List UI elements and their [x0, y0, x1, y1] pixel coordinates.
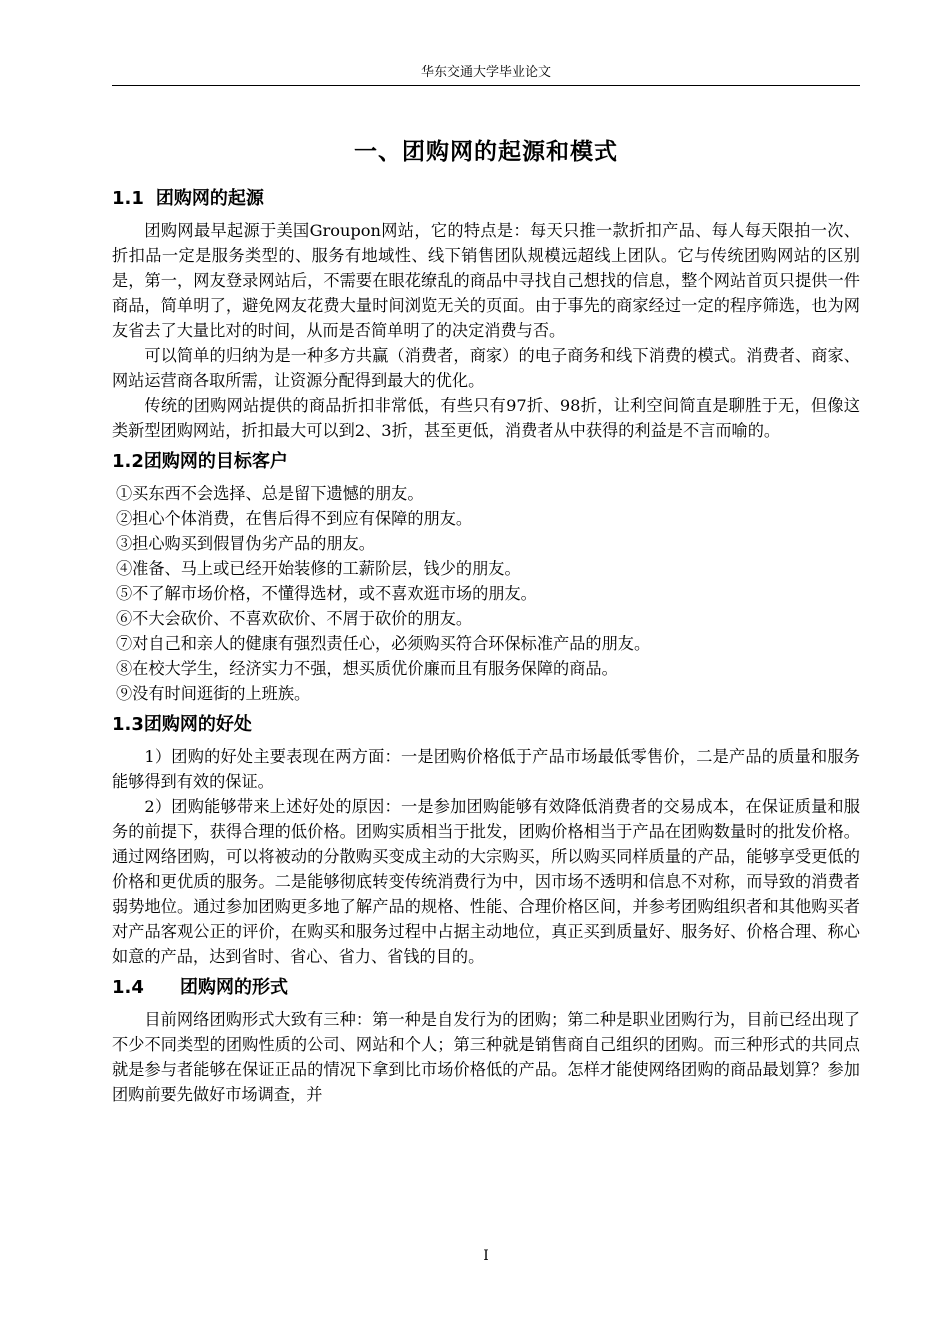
section-number: 1.3: [112, 714, 144, 735]
list-item: ⑧在校大学生，经济实力不强，想买质优价廉而且有服务保障的商品。: [116, 659, 618, 678]
list-item: ③担心购买到假冒伪劣产品的朋友。: [116, 534, 375, 553]
paragraph: 1）团购的好处主要表现在两方面：一是团购价格低于产品市场最低零售价，二是产品的质量和服务能够得到有效的保证。: [112, 747, 860, 791]
section-heading: [112, 186, 860, 212]
section-number: 1.1: [112, 188, 144, 209]
paragraph: 团购网最早起源于美国Groupon网站，它的特点是：每天只推一款折扣产品、每人每天限拍一次、折扣品一定是服务类型的、服务有地域性、线下销售团队规模远超线上团队。它与传统团购网站的区别是，第一，网友登录网站后，不需要在眼花缭乱的商品中寻找自己想找的信息，整个网站首页只提供一件商品，简单明了，避免网友花费大量时间浏览无关的页面。由于事先的商家经过一定的程序筛选，也为网友省去了大量比对的时间，从而是否简单明了的决定消费与否。: [112, 221, 860, 340]
section-forms: [112, 975, 860, 1107]
section-heading: [112, 712, 860, 738]
list-item: ④准备、马上或已经开始装修的工薪阶层，钱少的朋友。: [116, 559, 521, 578]
page-content: [112, 134, 860, 1107]
customer-list: [116, 481, 860, 706]
section-origin: [112, 186, 860, 443]
section-number: 1.2: [112, 451, 144, 472]
running-header: 华东交通大学毕业论文: [420, 65, 551, 80]
paragraph: 传统的团购网站提供的商品折扣非常低，有些只有97折、98折，让利空间简直是聊胜于无，但像这类新型团购网站，折扣最大可以到2、3折，甚至更低，消费者从中获得的利益是不言而喻的。: [112, 396, 860, 440]
paragraph: 目前网络团购形式大致有三种：第一种是自发行为的团购；第二种是职业团购行为，目前已经出现了不少不同类型的团购性质的公司、网站和个人；第三种就是销售商自己组织的团购。而三种形式的共同点就是参与者能够在保证正品的情况下拿到比市场价格低的产品。怎样才能使网络团购的商品最划算？参加团购前要先做好市场调查，并: [112, 1010, 860, 1104]
section-number: 1.4: [112, 977, 144, 998]
section-heading: [112, 975, 860, 1001]
paragraph: 2）团购能够带来上述好处的原因：一是参加团购能够有效降低消费者的交易成本，在保证质量和服务的前提下，获得合理的低价格。团购实质相当于批发，团购价格相当于产品在团购数量时的批发价格。通过网络团购，可以将被动的分散购买变成主动的大宗购买，所以购买同样质量的产品，能够享受更低的价格和更优质的服务。二是能够彻底转变传统消费行为中，因市场不透明和信息不对称，而导致的消费者弱势地位。通过参加团购更多地了解产品的规格、性能、合理价格区间，并参考团购组织者和其他购买者对产品客观公正的评价，在购买和服务过程中占据主动地位，真正买到质量好、服务好、价格合理、称心如意的产品，达到省时、省心、省力、省钱的目的。: [112, 797, 860, 966]
list-item: ⑨没有时间逛街的上班族。: [116, 684, 311, 703]
section-title: 团购网的目标客户: [143, 451, 288, 472]
section-title: 团购网的起源: [155, 188, 264, 209]
chapter-title: 一、团购网的起源和模式: [354, 139, 618, 165]
section-title: 团购网的好处: [143, 714, 252, 735]
list-item: ⑦对自己和亲人的健康有强烈责任心，必须购买符合环保标准产品的朋友。: [116, 634, 651, 653]
page-number: I: [483, 1248, 489, 1264]
section-title: 团购网的形式: [180, 977, 288, 998]
list-item: ②担心个体消费，在售后得不到应有保障的朋友。: [116, 509, 473, 528]
section-target-customers: [112, 449, 860, 706]
section-benefits: [112, 712, 860, 969]
header-rule: [112, 85, 860, 86]
section-heading: [112, 449, 860, 475]
list-item: ①买东西不会选择、总是留下遗憾的朋友。: [116, 484, 424, 503]
list-item: ⑤不了解市场价格，不懂得选材，或不喜欢逛市场的朋友。: [116, 584, 537, 603]
list-item: ⑥不大会砍价、不喜欢砍价、不屑于砍价的朋友。: [116, 609, 473, 628]
paragraph: 可以简单的归纳为是一种多方共赢（消费者，商家）的电子商务和线下消费的模式。消费者、商家、网站运营商各取所需，让资源分配得到最大的优化。: [112, 346, 860, 390]
